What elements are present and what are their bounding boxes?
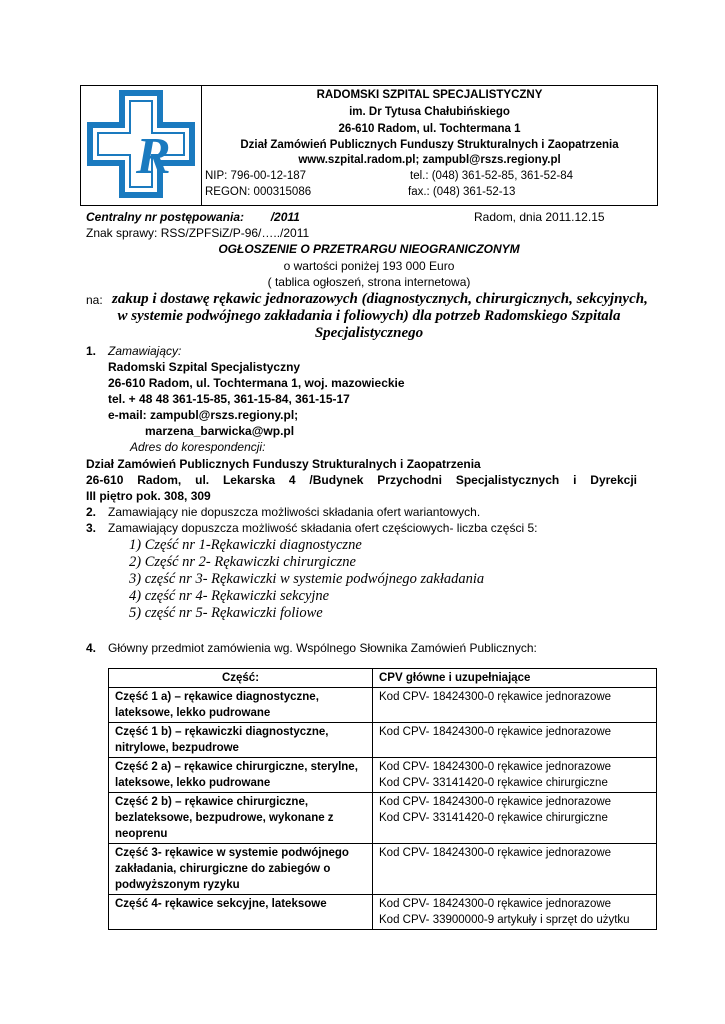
part-3: 3) część nr 3- Rękawiczki w systemie podwójnego zakładania	[129, 571, 485, 587]
hospital-fax: fax.: (048) 361-52-13	[408, 186, 516, 198]
address-word: Radom,	[137, 473, 182, 487]
cpv-code: Kod CPV- 18424300-0 rękawice jednorazowe	[379, 726, 612, 738]
orderer-tel: tel. + 48 48 361-15-85, 361-15-84, 361-15-17	[108, 392, 350, 406]
cpv-cell	[373, 758, 657, 793]
table-header-row	[109, 669, 657, 688]
address-word: Specjalistycznych	[455, 473, 560, 487]
hospital-department: Dział Zamówień Publicznych Funduszy Strukturalnych i Zaopatrzenia	[240, 139, 619, 151]
subject-line-2: w systemie podwójnego zakładania i foliowych) dla potrzeb Radomskiego Szpitala	[117, 308, 621, 324]
case-number: Znak sprawy: RSS/ZPFSiZ/P-96/…../2011	[86, 226, 310, 240]
table-row	[109, 895, 657, 930]
central-number: Centralny nr postępowania: /2011	[86, 210, 300, 224]
section-3-number: 3.	[86, 521, 97, 535]
section-1-label: Zamawiający:	[108, 344, 182, 358]
correspondence-label: Adres do korespondencji:	[130, 440, 266, 454]
section-1-number: 1.	[86, 344, 97, 358]
table-row	[109, 793, 657, 844]
part-cell: Część 1 b) – rękawiczki diagnostyczne, nitrylowe, bezpudrowe	[109, 723, 373, 758]
cpv-code: Kod CPV- 33141420-0 rękawice chirurgiczne	[379, 812, 608, 824]
part-cell: Część 3- rękawice w systemie podwójnego zakładania, chirurgiczne do zabiegów o podwyższonym ryzyku	[109, 844, 373, 895]
cpv-cell	[373, 723, 657, 758]
cpv-code: Kod CPV- 18424300-0 rękawice jednorazowe	[379, 761, 612, 773]
part-cell: Część 1 a) – rękawice diagnostyczne, lateksowe, lekko pudrowane	[109, 688, 373, 723]
address-word: i	[573, 473, 577, 487]
address-word: Lekarska	[222, 473, 276, 487]
orderer-email-2[interactable]: marzena_barwicka@wp.pl	[145, 424, 295, 438]
cpv-code: Kod CPV- 18424300-0 rękawice jednorazowe	[379, 691, 612, 703]
hospital-nip: NIP: 796-00-12-187	[205, 170, 307, 182]
section-2-number: 2.	[86, 505, 97, 519]
table-row	[109, 844, 657, 895]
place-date: Radom, dnia 2011.12.15	[474, 210, 605, 224]
cpv-cell	[373, 793, 657, 844]
address-word: 4	[288, 473, 296, 487]
header-part: Część:	[109, 669, 373, 688]
header-cpv: CPV główne i uzupełniające	[373, 669, 657, 688]
part-1: 1) Część nr 1-Rękawiczki diagnostyczne	[129, 537, 362, 553]
cpv-table	[108, 668, 657, 930]
hospital-name: RADOMSKI SZPITAL SPECJALISTYCZNY	[316, 89, 543, 101]
section-3-text: Zamawiający dopuszcza możliwość składania ofert częściowych- liczba części 5:	[108, 521, 538, 535]
cpv-code: Kod CPV- 33900000-9 artykuły i sprzęt do użytku	[379, 914, 630, 926]
notice-publication: ( tablica ogłoszeń, strona internetowa)	[267, 275, 471, 289]
part-4: 4) część nr 4- Rękawiczki sekcyjne	[129, 588, 330, 604]
na-label: na:	[86, 293, 103, 307]
notice-title: OGŁOSZENIE O PRZETRARGU NIEOGRANICZONYM	[218, 242, 520, 256]
table-row	[109, 688, 657, 723]
cpv-cell	[373, 844, 657, 895]
part-2: 2) Część nr 2- Rękawiczki chirurgiczne	[129, 554, 356, 570]
section-4-number: 4.	[86, 641, 97, 655]
subject-line-1: zakup i dostawę rękawic jednorazowych (diagnostycznych, chirurgicznych, sekcyjnych,	[112, 291, 648, 307]
letterhead-divider	[201, 85, 202, 206]
cpv-code: Kod CPV- 18424300-0 rękawice jednorazowe	[379, 898, 612, 910]
table-body	[109, 688, 657, 930]
subject-line-3: Specjalistycznego	[314, 325, 424, 341]
part-5: 5) część nr 5- Rękawiczki foliowe	[129, 605, 323, 621]
cpv-code: Kod CPV- 18424300-0 rękawice jednorazowe	[379, 796, 612, 808]
hospital-address: 26-610 Radom, ul. Tochtermana 1	[338, 123, 521, 135]
hospital-regon: REGON: 000315086	[205, 186, 312, 198]
section-4-text: Główny przedmiot zamówienia wg. Wspólnego Słownika Zamówień Publicznych:	[108, 641, 537, 655]
hospital-web-email: www.szpital.radom.pl; zampubl@rszs.regiony.pl	[298, 154, 561, 166]
cpv-code: Kod CPV- 18424300-0 rękawice jednorazowe	[379, 847, 612, 859]
cpv-cell	[373, 688, 657, 723]
hospital-tel: tel.: (048) 361-52-85, 361-52-84	[410, 170, 574, 182]
hospital-logo-icon	[84, 89, 198, 201]
part-cell: Część 2 b) – rękawice chirurgiczne, bezlateksowe, bezpudrowe, wykonane z neoprenu	[109, 793, 373, 844]
orderer-address: 26-610 Radom, ul. Tochtermana 1, woj. mazowieckie	[108, 376, 405, 390]
logo-letter: R	[136, 128, 171, 185]
correspondence-address	[86, 472, 637, 488]
address-word: ul.	[195, 473, 210, 487]
address-word: Przychodni	[377, 473, 442, 487]
address-word: Dyrekcji	[590, 473, 637, 487]
part-cell: Część 2 a) – rękawice chirurgiczne, sterylne, lateksowe, lekko pudrowane	[109, 758, 373, 793]
orderer-name: Radomski Szpital Specjalistyczny	[108, 360, 301, 374]
orderer-email-1[interactable]: e-mail: zampubl@rszs.regiony.pl;	[108, 408, 299, 422]
section-2-text: Zamawiający nie dopuszcza możliwości składania ofert wariantowych.	[108, 505, 481, 519]
correspondence-floor: III piętro pok. 308, 309	[86, 489, 211, 503]
correspondence-department: Dział Zamówień Publicznych Funduszy Strukturalnych i Zaopatrzenia	[86, 457, 481, 471]
part-cell: Część 4- rękawice sekcyjne, lateksowe	[109, 895, 373, 930]
table-row	[109, 723, 657, 758]
notice-value: o wartości poniżej 193 000 Euro	[283, 259, 455, 273]
address-word: /Budynek	[309, 473, 364, 487]
cpv-cell	[373, 895, 657, 930]
hospital-patron: im. Dr Tytusa Chałubińskiego	[349, 106, 510, 118]
table-row	[109, 758, 657, 793]
address-word: 26-610	[86, 473, 124, 487]
cpv-code: Kod CPV- 33141420-0 rękawice chirurgiczne	[379, 777, 608, 789]
